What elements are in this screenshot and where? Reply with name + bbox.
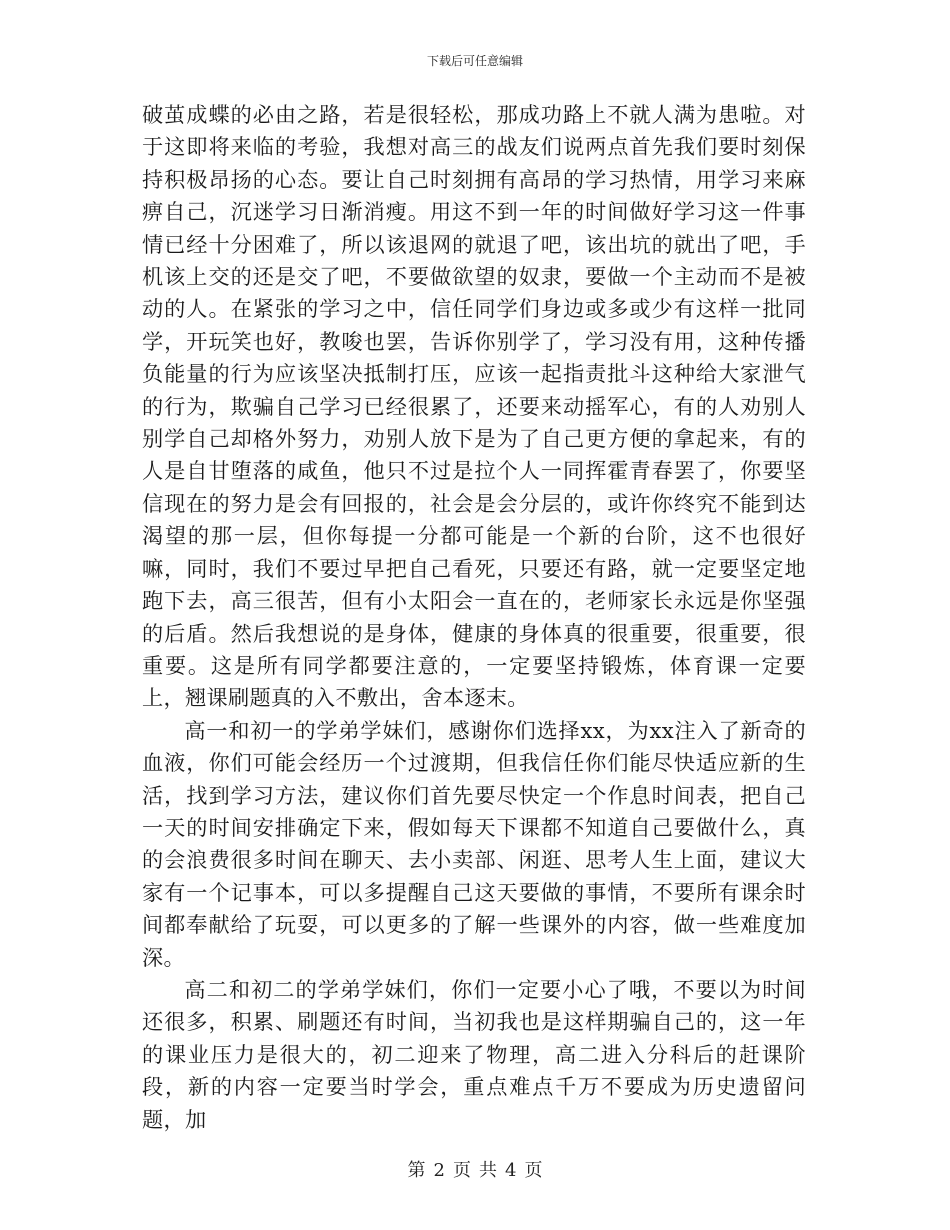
- footer-prefix: 第: [407, 1160, 426, 1181]
- footer-total-pages: 4: [505, 1160, 517, 1181]
- paragraph-3: 高二和初二的学弟学妹们，你们一定要小心了哦，不要以为时间还很多，积累、刷题还有时间，当初我也是这样期骗自己的，这一年的课业压力是很大的，初二迎来了物理，高二进入分科后的赶课阶段，新的内容一定要当时学会，重点难点千万不要成为历史遗留问题，加: [142, 976, 806, 1132]
- footer-page-unit: 页: [453, 1160, 471, 1181]
- paragraph-1: 破茧成蝶的必由之路，若是很轻松，那成功路上不就人满为患啦。对于这即将来临的考验，我想对高三的战友们说两点首先我们要时刻保持积极昂扬的心态。要让自己时刻拥有高昂的学习热情，用学习来麻痹自己，沉迷学习日渐消瘦。用这不到一年的时间做好学习这一件事情已经十分困难了，所以该退网的就退了吧，该出坑的就出了吧，手机该上交的还是交了吧，不要做欲望的奴隶，要做一个主动而不是被动的人。在紧张的学习之中，信任同学们身边或多或少有这样一批同学，开玩笑也好，教唆也罢，告诉你别学了，学习没有用，这种传播负能量的行为应该坚决抵制打压，应该一起指责批斗这种给大家泄气的行为，欺骗自己学习已经很累了，还要来动摇军心，有的人劝别人别学自己却格外努力，劝别人放下是为了自己更方便的拿起来，有的人是自甘堕落的咸鱼，他只不过是拉个人一同挥霍青春罢了，你要坚信现在的努力是会有回报的，社会是会分层的，或许你终究不能到达渴望的那一层，但你每提一分都可能是一个新的台阶，这不也很好嘛，同时，我们不要过早把自己看死，只要还有路，就一定要坚定地跑下去，高三很苦，但有小太阳会一直在的，老师家长永远是你坚强的后盾。然后我想说的是身体，健康的身体真的很重要，很重要，很重要。这是所有同学都要注意的，一定要坚持锻炼，体育课一定要上，翘课刷题真的入不敷出，舍本逐末。: [142, 102, 806, 711]
- page-footer: [0, 1160, 950, 1182]
- footer-total-unit: 页: [524, 1160, 543, 1181]
- paragraph-2: 高一和初一的学弟学妹们，感谢你们选择xx，为xx注入了新奇的血液，你们可能会经历一个过渡期，但我信任你们能尽快适应新的生活，找到学习方法，建议你们首先要尽快定一个作息时间表，把自己一天的时间安排确定下来，假如每天下课都不知道自己要做什么，真的会浪费很多时间在聊天、去小卖部、闲逛、思考人生上面，建议大家有一个记事本，可以多提醒自己这天要做的事情，不要所有课余时间都奉献给了玩耍，可以更多的了解一些课外的内容，做一些难度加深。: [142, 717, 806, 970]
- footer-total-prefix: 共: [479, 1160, 497, 1181]
- footer-page-number: 2: [433, 1160, 445, 1181]
- body-text: [142, 99, 806, 1136]
- page-header: 下载后可任意编辑: [426, 54, 523, 68]
